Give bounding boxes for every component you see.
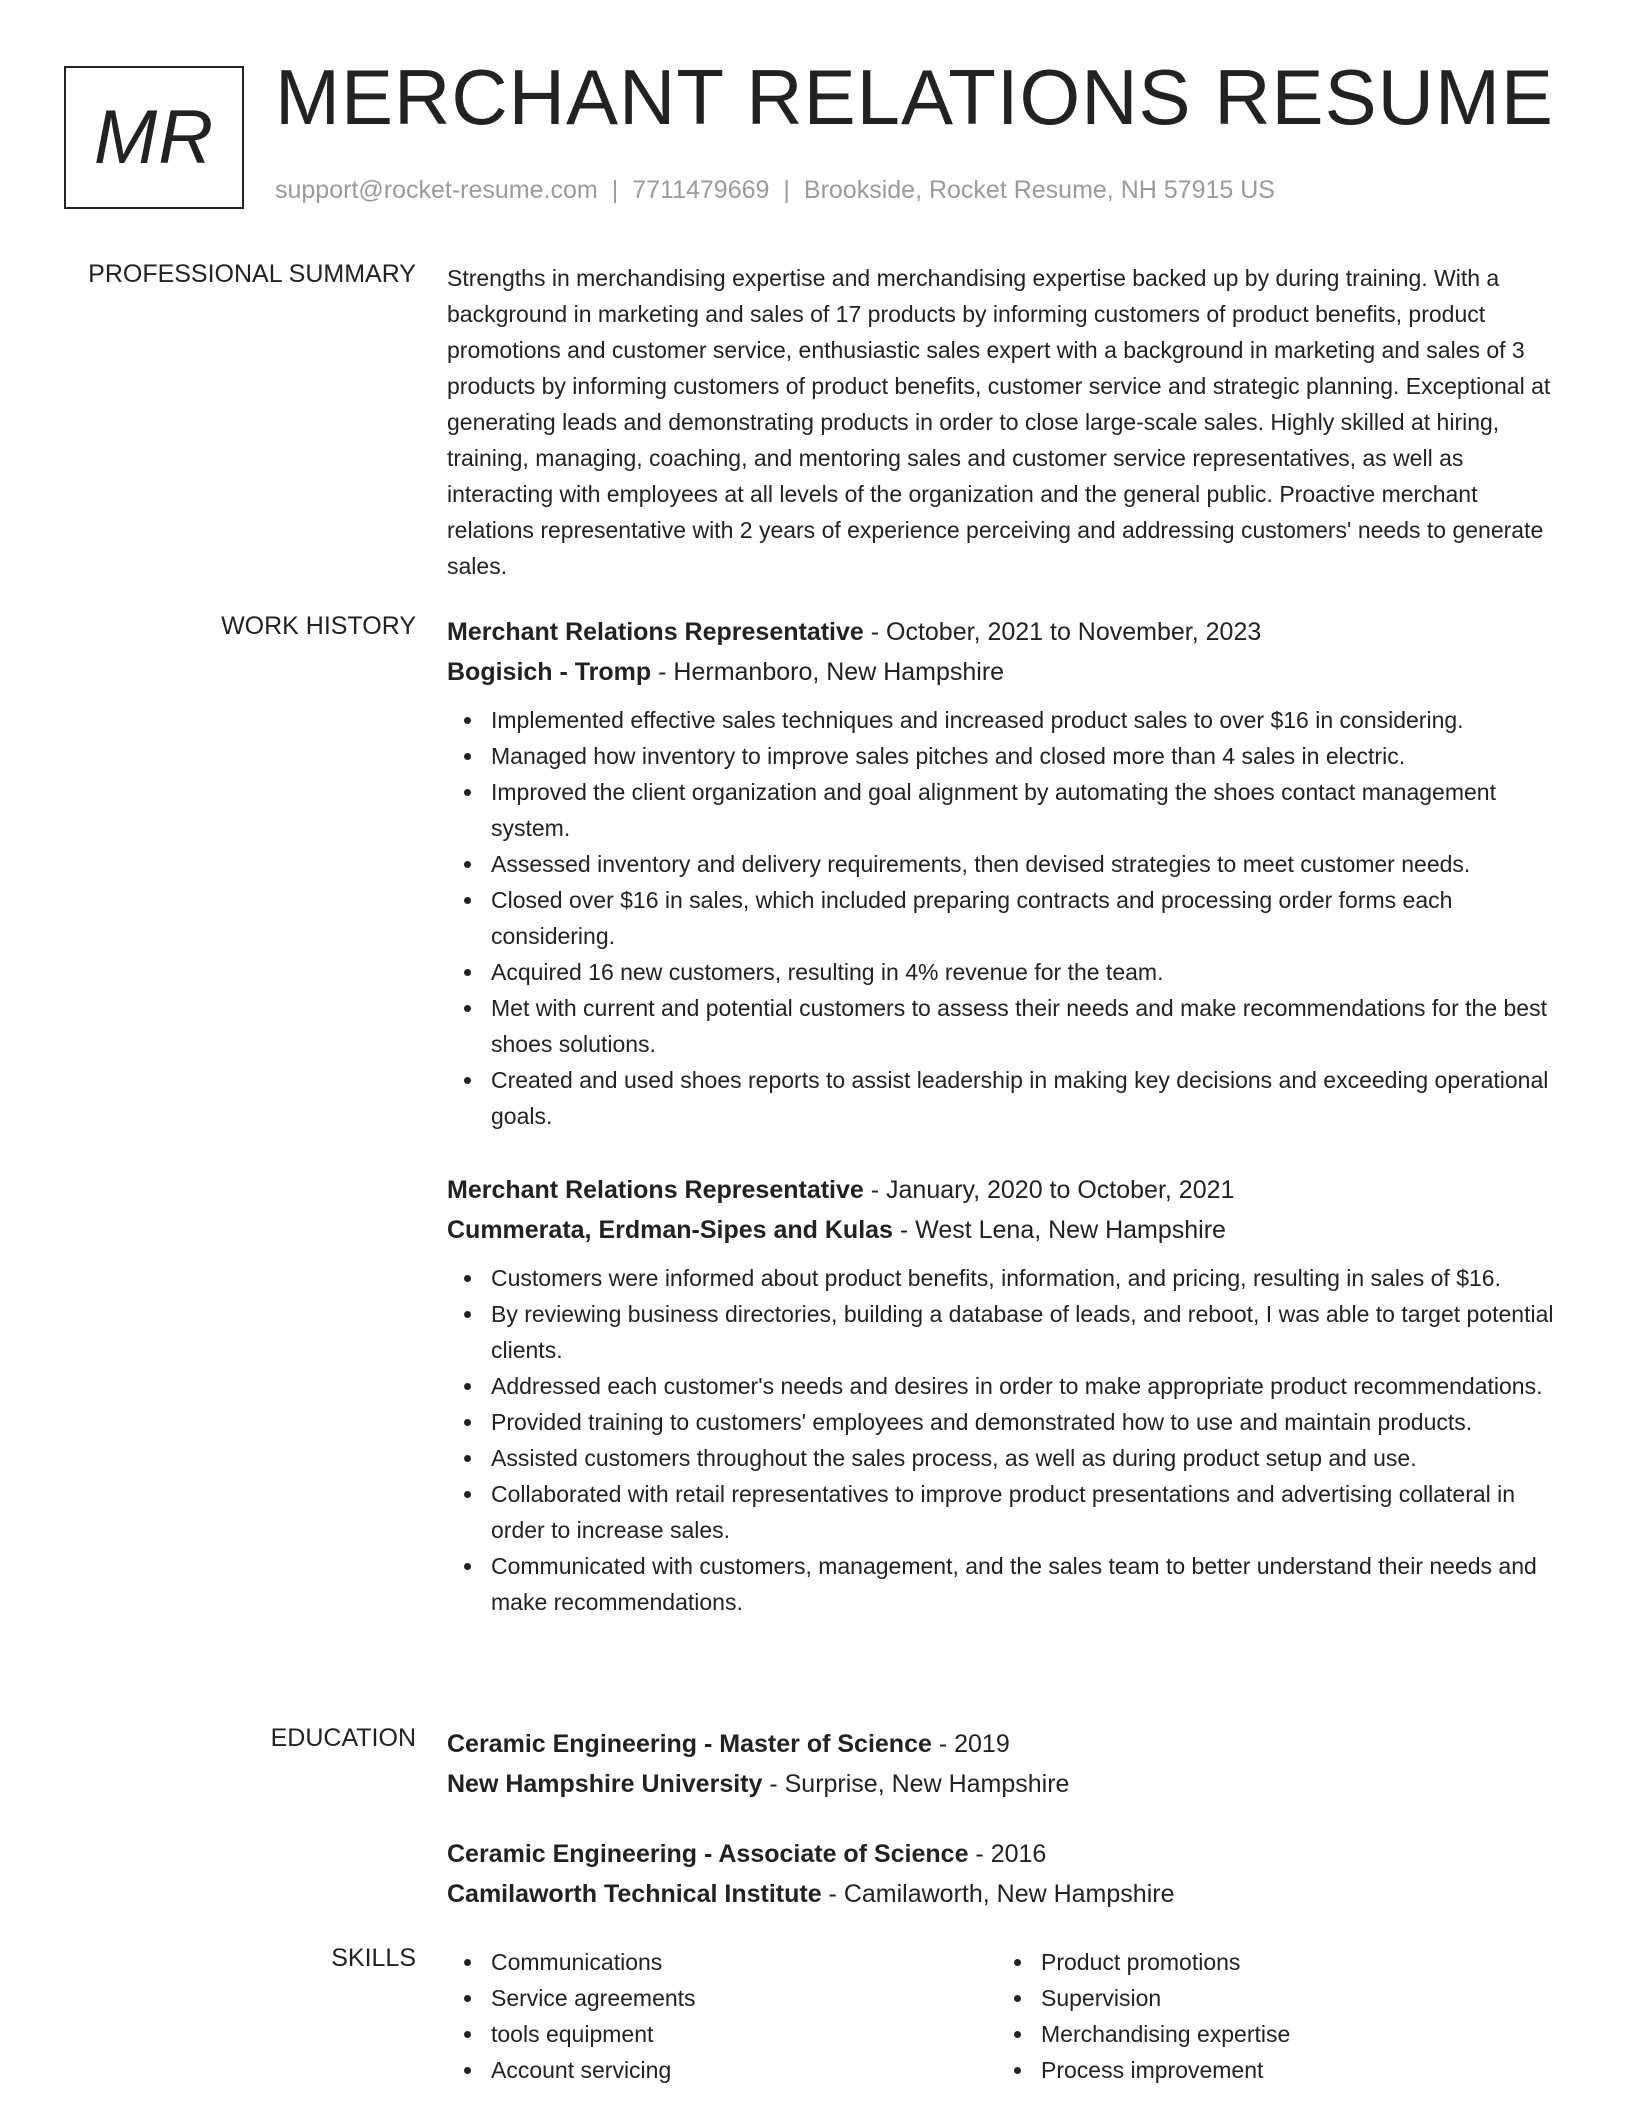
contact-email: support@rocket-resume.com [275,176,598,204]
skills-list [997,1944,1547,2088]
job-title-line [447,612,1567,652]
school-line [447,1874,1567,1914]
skills-body [447,1944,1567,2088]
degree: Ceramic Engineering - Master of Science [447,1730,932,1758]
job-bullet: Implemented effective sales techniques and increased product sales to over $16 in considering. [447,702,1567,738]
job-bullet: Closed over $16 in sales, which included preparing contracts and processing order forms each considering. [447,882,1567,954]
job-bullet: Improved the client organization and goal alignment by automating the shoes contact management system. [447,774,1567,846]
resume-title: MERCHANT RELATIONS RESUME [275,53,1554,141]
skill-item: Communications [447,1944,997,1980]
job-bullet: Met with current and potential customers to assess their needs and make recommendations for the best shoes solutions. [447,990,1567,1062]
work-history-body [447,612,1567,1620]
job-org-line [447,652,1567,692]
job-bullet: Customers were informed about product benefits, information, and pricing, resulting in sales of $16. [447,1260,1567,1296]
education-entry [447,1724,1567,1804]
school: New Hampshire University [447,1770,763,1798]
monogram-initials: MR [93,95,215,180]
job-bullets [447,1260,1567,1620]
skills-grid [447,1944,1567,2088]
school: Camilaworth Technical Institute [447,1880,822,1908]
degree-line [447,1834,1567,1874]
job-bullet: By reviewing business directories, building a database of leads, and reboot, I was able to target potential clients. [447,1296,1567,1368]
skills-list [447,1944,997,2088]
job-title-line [447,1170,1567,1210]
job-dates: - January, 2020 to October, 2021 [863,1176,1235,1204]
job-company: Bogisich - Tromp [447,658,652,686]
job-bullet: Provided training to customers' employees and demonstrated how to use and maintain products. [447,1404,1567,1440]
contact-phone: 7711479669 [632,176,770,204]
job-bullet: Managed how inventory to improve sales pitches and closed more than 4 sales in electric. [447,738,1567,774]
monogram-box [64,66,244,209]
education-entry [447,1834,1567,1914]
skill-item: tools equipment [447,2016,997,2052]
job-bullets [447,702,1567,1134]
skills-column-left [447,1944,997,2088]
education-label: EDUCATION [270,1724,416,1752]
job-entry [447,1170,1567,1620]
job-bullet: Assisted customers throughout the sales process, as well as during product setup and use. [447,1440,1567,1476]
job-location: - West Lena, New Hampshire [892,1216,1226,1244]
job-title: Merchant Relations Representative [447,1176,864,1204]
job-bullet: Communicated with customers, management, and the sales team to better understand their needs and make recommendations. [447,1548,1567,1620]
skills-column-right [997,1944,1547,2088]
job-org-line [447,1210,1567,1250]
job-bullet: Collaborated with retail representatives to improve product presentations and advertising collateral in order to increase sales. [447,1476,1567,1548]
job-location: - Hermanboro, New Hampshire [651,658,1005,686]
skill-item: Process improvement [997,2052,1547,2088]
job-dates: - October, 2021 to November, 2023 [863,618,1262,646]
job-bullet: Acquired 16 new customers, resulting in 4% revenue for the team. [447,954,1567,990]
school-location: - Surprise, New Hampshire [762,1770,1070,1798]
skill-item: Product promotions [997,1944,1547,1980]
work-history-label: WORK HISTORY [221,612,416,640]
skill-item: Supervision [997,1980,1547,2016]
school-location: - Camilaworth, New Hampshire [821,1880,1175,1908]
school-line [447,1764,1567,1804]
job-title: Merchant Relations Representative [447,618,864,646]
graduation-year: - 2016 [968,1840,1047,1868]
skills-label: SKILLS [331,1944,416,1972]
contact-separator: | [783,176,790,204]
job-bullet: Addressed each customer's needs and desires in order to make appropriate product recommendations. [447,1368,1567,1404]
job-bullet: Assessed inventory and delivery requirements, then devised strategies to meet customer needs. [447,846,1567,882]
skill-item: Merchandising expertise [997,2016,1547,2052]
skill-item: Account servicing [447,2052,997,2088]
contact-separator: | [611,176,619,204]
contact-address: Brookside, Rocket Resume, NH 57915 US [803,176,1275,204]
degree: Ceramic Engineering - Associate of Science [447,1840,969,1868]
summary-label: PROFESSIONAL SUMMARY [88,260,416,288]
degree-line [447,1724,1567,1764]
contact-line [275,176,1275,205]
summary-text: Strengths in merchandising expertise and merchandising expertise backed up by during training. With a background in marketing and sales of 17 products by informing customers of product benefits, product promotions and customer service, enthusiastic sales expert with a background in marketing and sales of 3 products by informing customers of product benefits, customer service and strategic planning. Exceptional at generating leads and demonstrating products in order to close large-scale sales. Highly skilled at hiring, training, managing, coaching, and mentoring sales and customer service representatives, as well as interacting with employees at all levels of the organization and the general public. Proactive merchant relations representative with 2 years of experience perceiving and addressing customers' needs to generate sales. [447,265,1551,579]
job-company: Cummerata, Erdman-Sipes and Kulas [447,1216,893,1244]
education-body [447,1724,1567,1914]
skill-item: Service agreements [447,1980,997,2016]
graduation-year: - 2019 [931,1730,1010,1758]
job-entry [447,612,1567,1134]
job-bullet: Created and used shoes reports to assist leadership in making key decisions and exceeding operational goals. [447,1062,1567,1134]
